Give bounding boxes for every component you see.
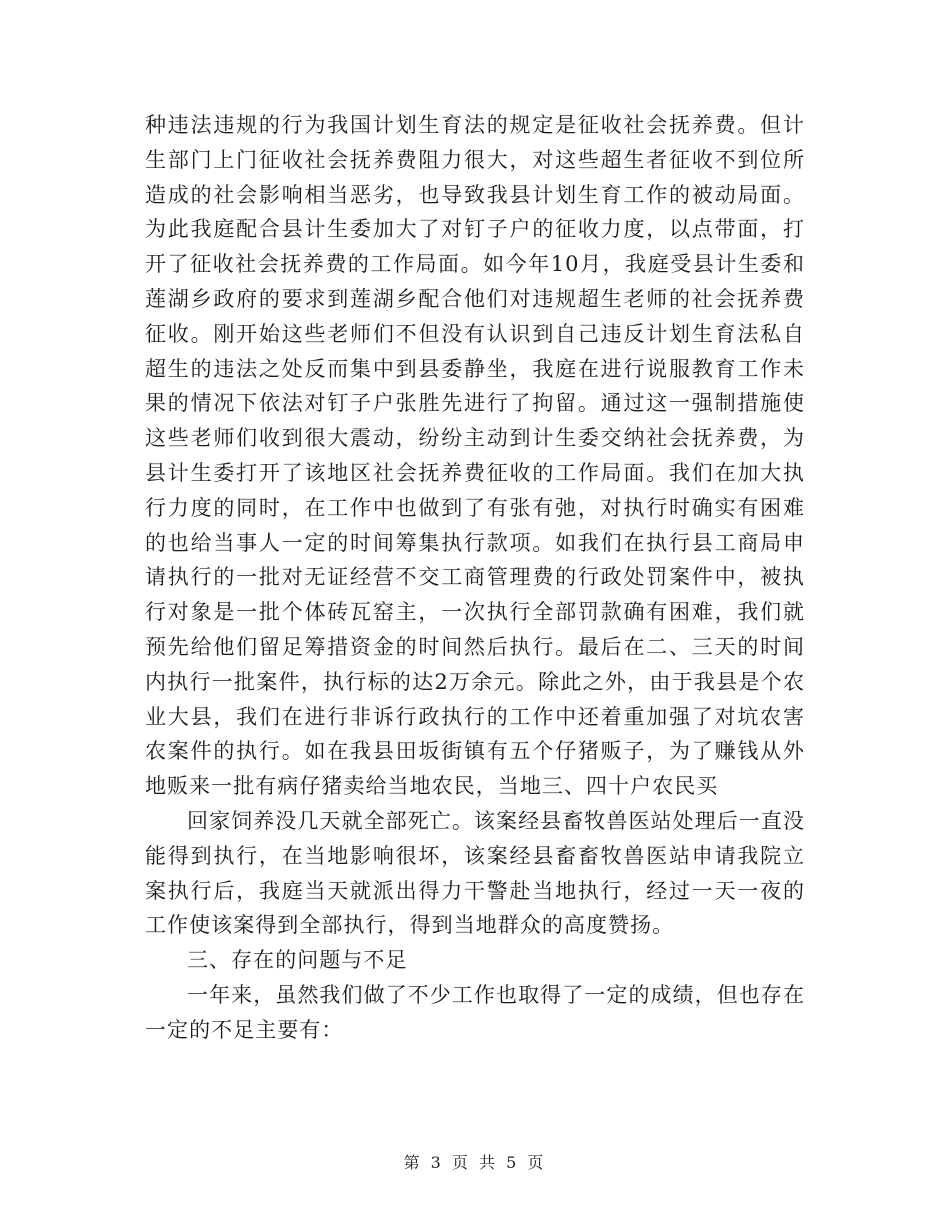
document-body	[145, 108, 805, 1048]
body-paragraph-1: 种违法违规的行为我国计划生育法的规定是征收社会抚养费。但计生部门上门征收社会抚养费阻力很大，对这些超生者征收不到位所造成的社会影响相当恶劣，也导致我县计划生育工作的被动局面。为此我庭配合县计生委加大了对钉子户的征收力度，以点带面，打开了征收社会抚养费的工作局面。如今年10月，我庭受县计生委和莲湖乡政府的要求到莲湖乡配合他们对违规超生老师的社会抚养费征收。刚开始这些老师们不但没有认识到自己违反计划生育法私自超生的违法之处反而集中到县委静坐，我庭在进行说服教育工作未果的情况下依法对钉子户张胜先进行了拘留。通过这一强制措施使这些老师们收到很大震动，纷纷主动到计生委交纳社会抚养费，为县计生委打开了该地区社会抚养费征收的工作局面。我们在加大执行力度的同时，在工作中也做到了有张有弛，对执行时确实有困难的也给当事人一定的时间筹集执行款项。如我们在执行县工商局申请执行的一批对无证经营不交工商管理费的行政处罚案件中，被执行对象是一批个体砖瓦窑主，一次执行全部罚款确有困难，我们就预先给他们留足筹措资金的时间然后执行。最后在二、三天的时间内执行一批案件，执行标的达2万余元。除此之外，由于我县是个农业大县，我们在进行非诉行政执行的工作中还着重加强了对坑农害农案件的执行。如在我县田坂街镇有五个仔猪贩子，为了赚钱从外地贩来一批有病仔猪卖给当地农民，当地三、四十户农民买	[145, 113, 805, 799]
body-paragraph-3: 一年来，虽然我们做了不少工作也取得了一定的成绩，但也存在一定的不足主要有：	[145, 982, 805, 1042]
page-number-footer: 第 3 页 共 5 页	[403, 1153, 547, 1172]
body-paragraph-2: 回家饲养没几天就全部死亡。该案经县畜牧兽医站处理后一直没能得到执行，在当地影响很坏，该案经县畜畜牧兽医站申请我院立案执行后，我庭当天就派出得力干警赴当地执行，经过一天一夜的工作使该案得到全部执行，得到当地群众的高度赞扬。	[145, 808, 805, 938]
section-heading-problems: 三、存在的问题与不足	[187, 948, 408, 973]
